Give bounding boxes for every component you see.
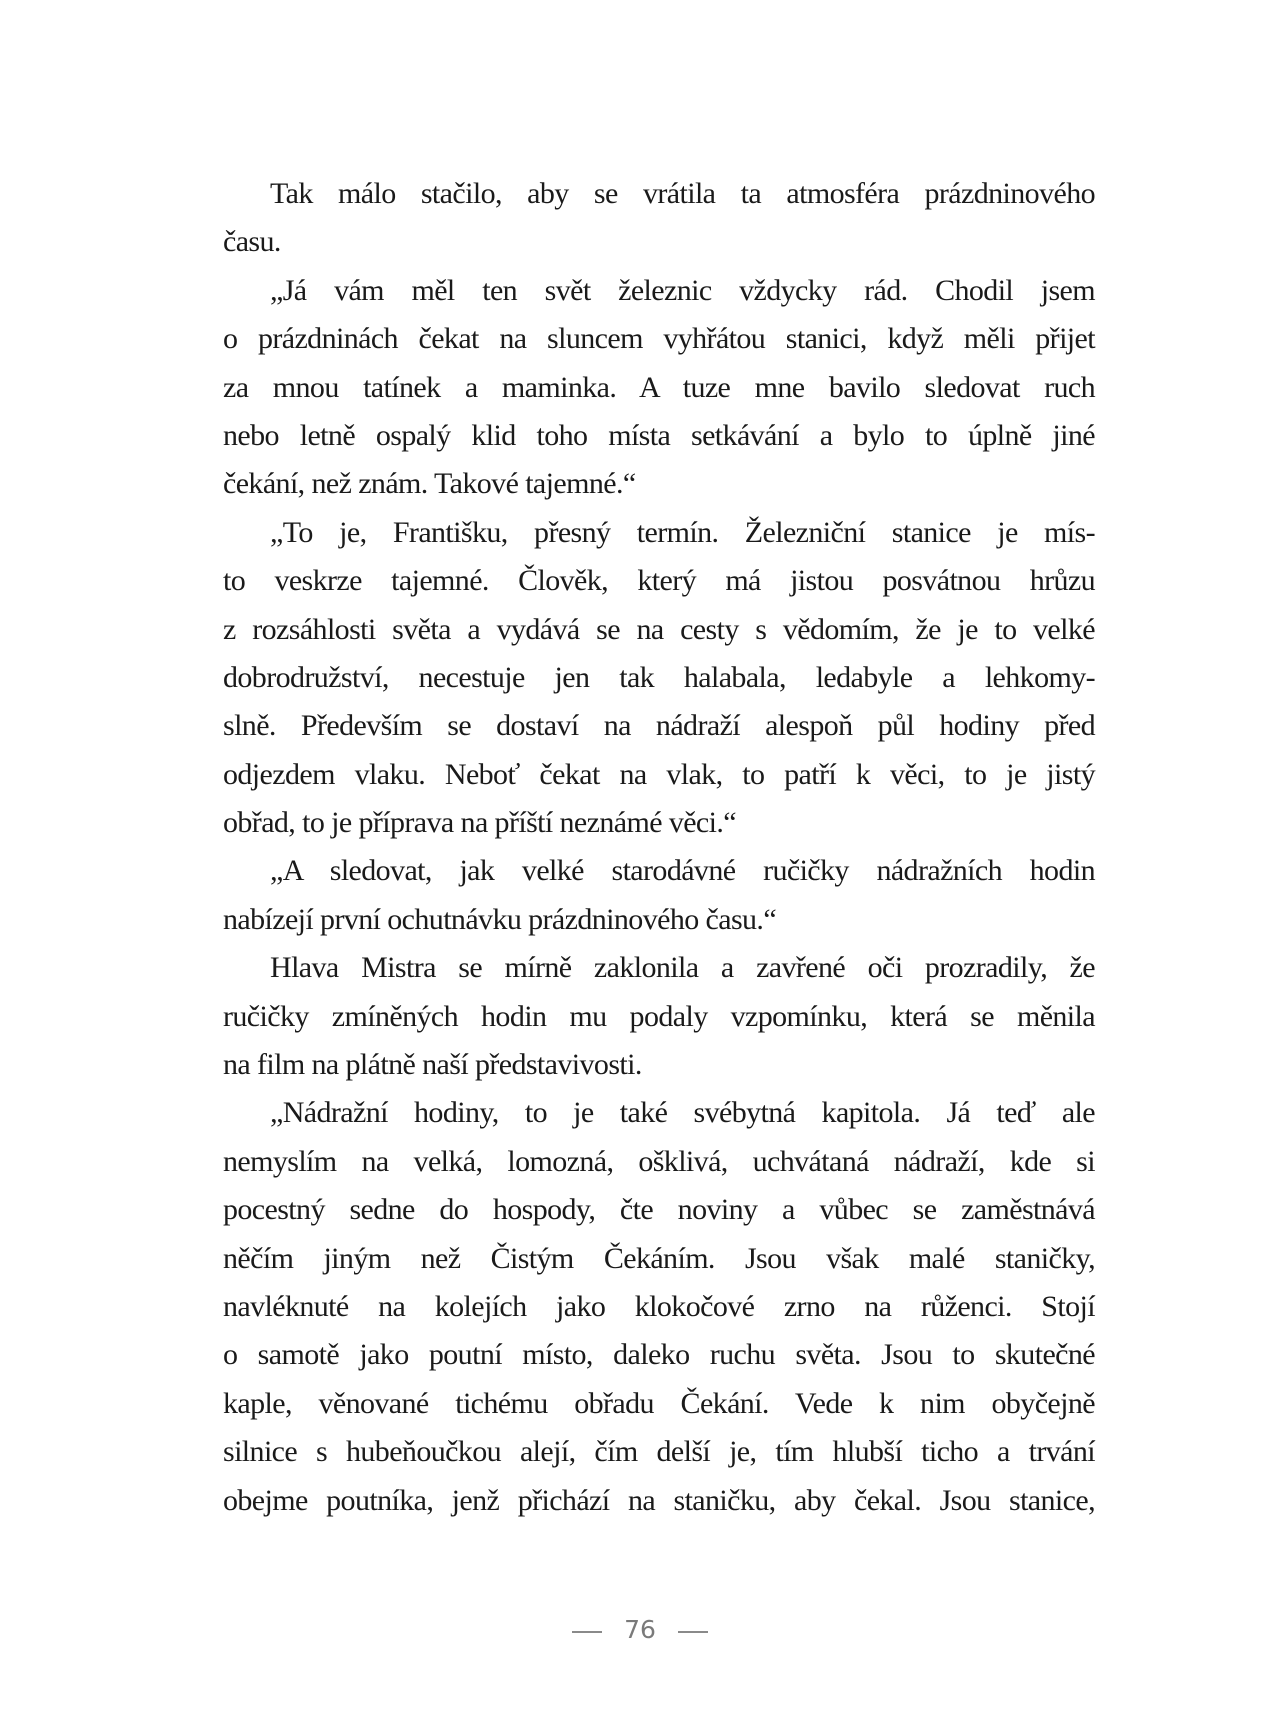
text-line: kaple, věnované tichému obřadu Čekání. Vede k nim obyčejně: [223, 1386, 1095, 1420]
text-line: ručičky zmíněných hodin mu podaly vzpomínku, která se měnila: [223, 999, 1095, 1033]
text-line: Tak málo stačilo, aby se vrátila ta atmosféra prázdninového: [270, 177, 1095, 210]
text-line: na film na plátně naší představivosti.: [223, 1048, 642, 1082]
text-line: z rozsáhlosti světa a vydává se na cesty s vědomím, že je to velké: [223, 612, 1095, 646]
text-line: „Já vám měl ten svět železnic vždycky rád. Chodil jsem: [270, 273, 1095, 307]
right-dash-ornament: [678, 1631, 708, 1633]
text-line: obřad, to je příprava na příští neznámé věci.“: [223, 806, 737, 840]
text-line: Hlava Mistra se mírně zaklonila a zavřené oči prozradily, že: [270, 951, 1095, 985]
text-line: „Nádražní hodiny, to je také svébytná kapitola. Já teď ale: [270, 1096, 1095, 1130]
page-number-footer: [0, 1612, 1280, 1648]
text-line: dobrodružství, necestuje jen tak halabala, ledabyle a lehkomy-: [223, 660, 1095, 694]
text-line: něčím jiným než Čistým Čekáním. Jsou však malé staničky,: [223, 1241, 1095, 1275]
text-line: slně. Především se dostaví na nádraží alespoň půl hodiny před: [223, 709, 1095, 743]
text-line: času.: [223, 225, 281, 259]
text-line: nebo letně ospalý klid toho místa setkávání a bylo to úplně jiné: [223, 418, 1095, 452]
left-dash-ornament: [572, 1631, 602, 1633]
text-line: navléknuté na kolejích jako klokočové zrno na růženci. Stojí: [223, 1289, 1095, 1323]
text-line: „A sledovat, jak velké starodávné ručičky nádražních hodin: [270, 854, 1095, 888]
text-line: obejme poutníka, jenž přichází na staničku, aby čekal. Jsou stanice,: [223, 1483, 1095, 1517]
text-line: to veskrze tajemné. Člověk, který má jistou posvátnou hrůzu: [223, 564, 1095, 598]
text-line: o prázdninách čekat na sluncem vyhřátou stanici, když měli přijet: [223, 322, 1095, 356]
body-text: [223, 170, 1095, 1525]
text-line: za mnou tatínek a maminka. A tuze mne bavilo sledovat ruch: [223, 370, 1095, 404]
text-line: pocestný sedne do hospody, čte noviny a vůbec se zaměstnává: [223, 1193, 1095, 1227]
page-number: 76: [624, 1615, 656, 1644]
text-line: „To je, Františku, přesný termín. Železniční stanice je mís-: [270, 515, 1095, 549]
text-line: odjezdem vlaku. Neboť čekat na vlak, to patří k věci, to je jistý: [223, 757, 1095, 791]
text-line: o samotě jako poutní místo, daleko ruchu světa. Jsou to skutečné: [223, 1338, 1095, 1372]
text-line: nabízejí první ochutnávku prázdninového času.“: [223, 902, 777, 936]
text-line: čekání, než znám. Takové tajemné.“: [223, 467, 636, 501]
text-line: nemyslím na velká, lomozná, ošklivá, uchvátaná nádraží, kde si: [223, 1144, 1095, 1178]
text-line: silnice s hubeňoučkou alejí, čím delší je, tím hlubší ticho a trvání: [223, 1435, 1095, 1469]
